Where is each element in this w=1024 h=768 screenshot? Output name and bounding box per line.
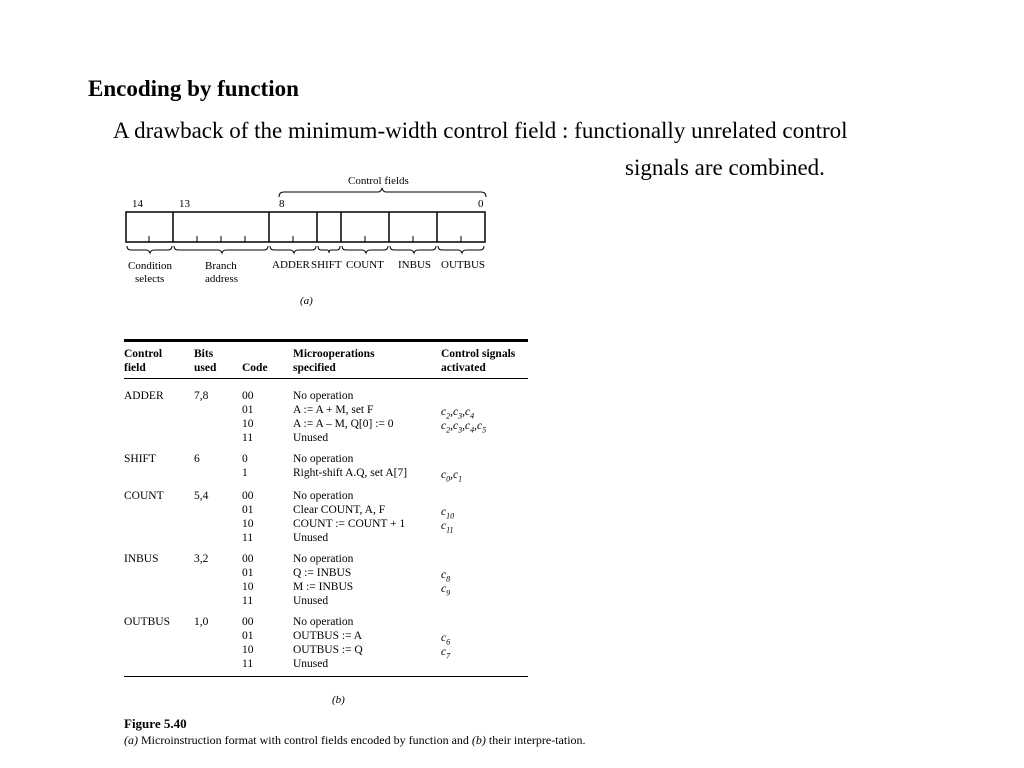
figure-caption [124,733,624,748]
table-microoperation: A := A + M, set F [293,404,374,416]
header-control-field [124,347,162,375]
table-control-signals: $c_{11}$ [441,520,454,535]
table-control-signals: $c_{10}$ [441,506,455,521]
table-field-name: SHIFT [124,453,156,465]
header-control-signals [441,347,515,375]
bit-label-13: 13 [179,198,190,210]
table-microoperation: COUNT := COUNT + 1 [293,518,406,530]
table-microoperation: OUTBUS := Q [293,644,363,656]
table-microoperation: Right-shift A.Q, set A[7] [293,467,408,479]
field-label-shift: SHIFT [311,259,342,271]
table-code: 01 [242,630,254,642]
table-header-rule [124,378,528,379]
table-caption-b: (b) [332,694,345,706]
table-microoperation: No operation [293,390,354,402]
field-label-adder: ADDER [272,259,310,271]
header-bits-used-line2: used [194,362,217,374]
table-bits-used: 7,8 [194,390,209,402]
field-label-condition-2: selects [135,273,165,285]
table-bottom-rule [124,676,528,677]
field-label-count: COUNT [346,259,384,271]
table-bits-used: 1,0 [194,616,209,628]
bit-label-8: 8 [279,198,285,210]
table-bits-used: 6 [194,453,200,465]
microinstruction-format-diagram [0,0,1024,320]
table-microoperation: M := INBUS [293,581,354,593]
table-bits-used: 3,2 [194,553,209,565]
control-fields-label: Control fields [348,175,409,187]
bit-label-0: 0 [478,198,484,210]
header-code: Code [242,362,268,374]
table-field-name: INBUS [124,553,159,565]
table-code: 11 [242,532,254,544]
table-control-signals: $c_8$ [441,569,451,584]
table-code: 10 [242,644,254,656]
table-control-signals: $c_2,c_3,c_4$ [441,406,475,421]
figure-caption-part2: their interpre-tation. [485,733,586,747]
table-microoperation: Unused [293,532,329,544]
figure-caption-part1: Microinstruction format with control fields encoded by function and [138,733,472,747]
header-microoperations [293,347,375,375]
table-code: 10 [242,581,254,593]
table-field-name: OUTBUS [124,616,171,628]
header-control-field-line1: Control [124,348,163,360]
table-microoperation: Clear COUNT, A, F [293,504,386,516]
figure-caption-a: (a) [124,733,138,747]
table-microoperation: No operation [293,490,354,502]
diagram-caption-a: (a) [300,295,313,307]
table-top-rule [124,339,528,342]
header-control-field-line2: field [124,362,146,374]
table-code: 11 [242,658,254,670]
table-control-signals: $c_7$ [441,646,451,661]
header-control-signals-line1: Control signals [441,348,516,360]
slide-text-line-1: A drawback of the minimum-width control field : functionally unrelated control [113,118,848,143]
table-code: 1 [242,467,248,479]
table-microoperation: Unused [293,658,329,670]
slide-heading: Encoding by function [88,76,299,101]
table-field-name: ADDER [124,390,164,402]
table-microoperation: OUTBUS := A [293,630,363,642]
table-code: 10 [242,418,254,430]
table-control-signals: $c_2,c_3,c_4,c_5$ [441,420,487,435]
table-code: 11 [242,595,254,607]
table-field-name: COUNT [124,490,164,502]
field-label-inbus: INBUS [398,259,432,271]
table-code: 11 [242,432,254,444]
table-microoperation: Unused [293,432,329,444]
table-bits-used: 5,4 [194,490,209,502]
field-label-outbus: OUTBUS [441,259,486,271]
header-control-signals-line2: activated [441,362,486,374]
table-code: 00 [242,553,254,565]
table-control-signals: $c_9$ [441,583,451,598]
table-code: 01 [242,404,254,416]
figure-title: Figure 5.40 [124,716,187,731]
figure-caption-b: (b) [471,733,486,747]
header-microoperations-line1: Microoperations [293,348,375,360]
header-bits-used-line1: Bits [194,348,214,360]
table-code: 10 [242,518,254,530]
table-code: 0 [242,453,248,465]
table-microoperation: Q := INBUS [293,567,352,579]
header-microoperations-line2: specified [293,362,336,374]
bit-label-14: 14 [132,198,143,210]
field-label-branch-1: Branch [205,260,237,272]
table-code: 00 [242,390,254,402]
field-label-branch-2: address [205,273,238,285]
table-code: 01 [242,504,254,516]
table-microoperation: No operation [293,616,354,628]
table-microoperation: No operation [293,553,354,565]
table-microoperation: No operation [293,453,354,465]
table-control-signals: $c_6$ [441,632,451,647]
table-microoperation: Unused [293,595,329,607]
table-code: 00 [242,616,254,628]
table-control-signals: $c_0,c_1$ [441,469,463,484]
slide-text-line-2: signals are combined. [625,155,825,180]
field-label-condition-1: Condition [128,260,173,272]
table-code: 00 [242,490,254,502]
header-bits-used [194,347,216,375]
table-microoperation: A := A – M, Q[0] := 0 [293,418,394,430]
table-code: 01 [242,567,254,579]
